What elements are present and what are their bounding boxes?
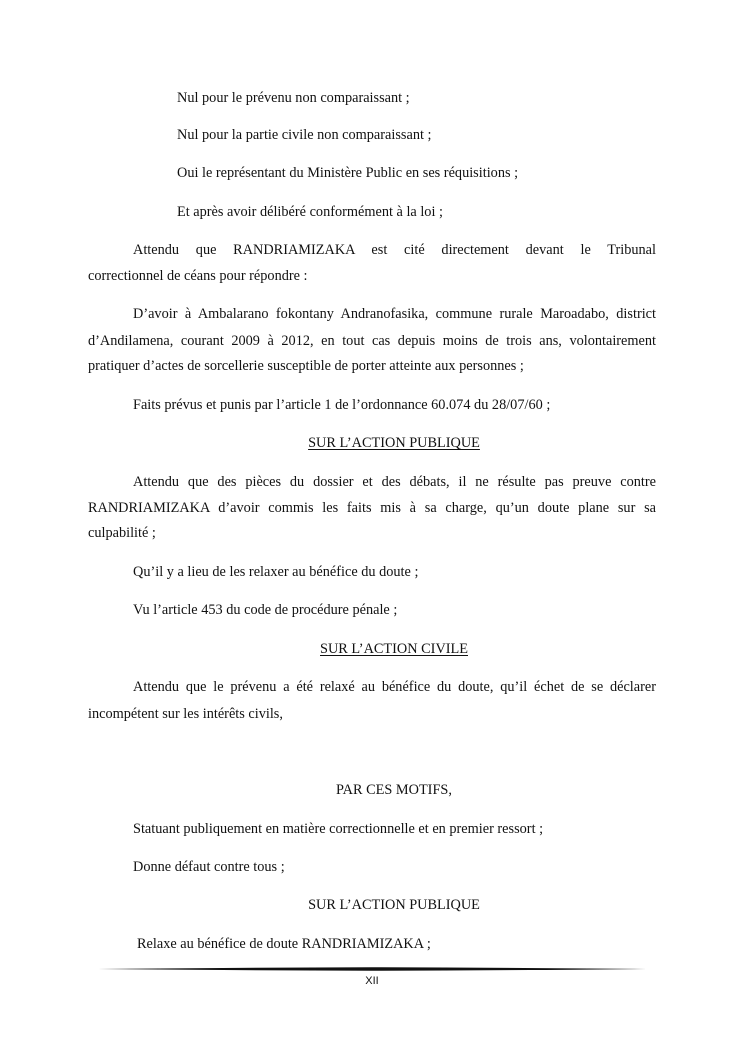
text-line: RANDRIAMIZAKA d’avoir commis les faits mis à sa charge, qu’un doute plane sur sa [88, 500, 656, 516]
section-heading: SUR L’ACTION CIVILE [320, 641, 468, 657]
text-line: Nul pour la partie civile non comparaissant ; [177, 127, 432, 143]
text-line: Attendu que RANDRIAMIZAKA est cité directement devant le Tribunal [133, 242, 656, 258]
text-line: culpabilité ; [88, 525, 156, 541]
section-heading: PAR CES MOTIFS, [336, 782, 452, 798]
text-line: Oui le représentant du Ministère Public en ses réquisitions ; [177, 165, 519, 181]
text-line: D’avoir à Ambalarano fokontany Andranofasika, commune rurale Maroadabo, district [133, 306, 656, 322]
text-line: Vu l’article 453 du code de procédure pénale ; [133, 602, 398, 618]
text-line: d’Andilamena, courant 2009 à 2012, en tout cas depuis moins de trois ans, volontairement [88, 333, 656, 349]
section-heading: SUR L’ACTION PUBLIQUE [308, 435, 480, 451]
text-line: Qu’il y a lieu de les relaxer au bénéfice du doute ; [133, 564, 419, 580]
text-line: Statuant publiquement en matière correctionnelle et en premier ressort ; [133, 821, 544, 837]
text-line: Relaxe au bénéfice de doute RANDRIAMIZAKA ; [137, 936, 431, 952]
text-line: Attendu que des pièces du dossier et des débats, il ne résulte pas preuve contre [133, 474, 656, 490]
footer-rule [98, 967, 646, 971]
text-line: Attendu que le prévenu a été relaxé au bénéfice du doute, qu’il échet de se déclarer [133, 679, 656, 695]
section-heading: SUR L’ACTION PUBLIQUE [308, 897, 480, 913]
text-line: correctionnel de céans pour répondre : [88, 268, 308, 284]
text-line: incompétent sur les intérêts civils, [88, 706, 283, 722]
text-line: Et après avoir délibéré conformément à la loi ; [177, 204, 443, 220]
page-number: XII [365, 975, 379, 987]
text-line: pratiquer d’actes de sorcellerie susceptible de porter atteinte aux personnes ; [88, 358, 524, 374]
text-line: Nul pour le prévenu non comparaissant ; [177, 90, 410, 106]
text-line: Faits prévus et punis par l’article 1 de l’ordonnance 60.074 du 28/07/60 ; [133, 397, 551, 413]
text-line: Donne défaut contre tous ; [133, 859, 285, 875]
